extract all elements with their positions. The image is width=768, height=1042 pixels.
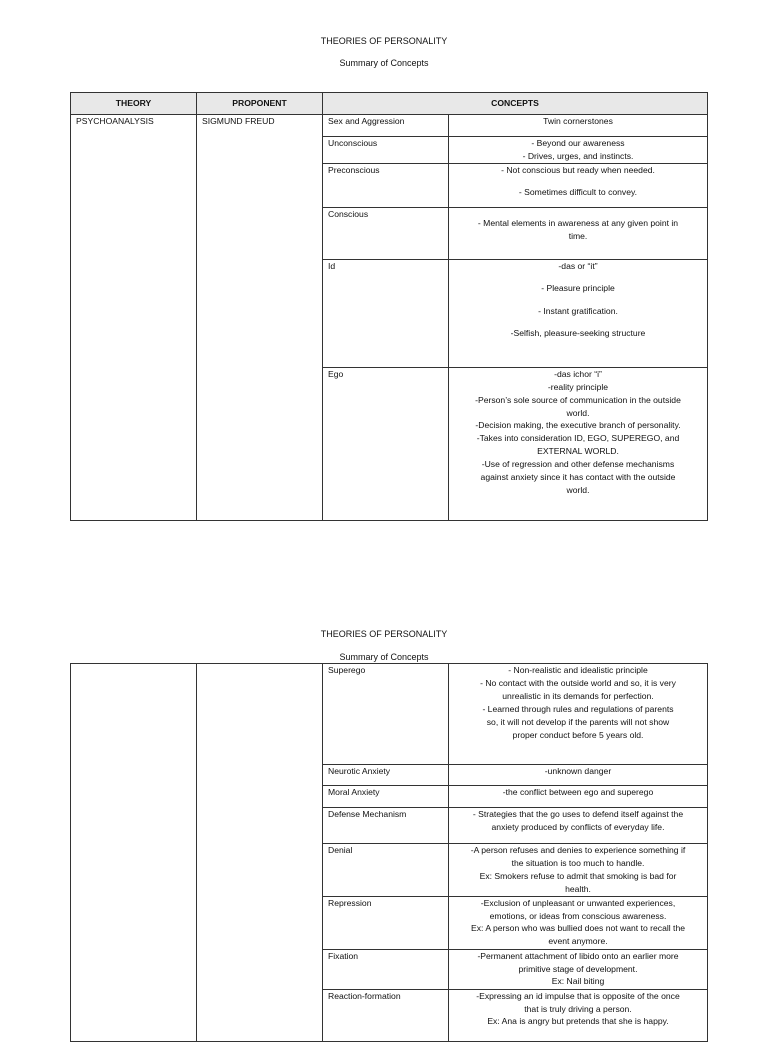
page-subtitle-2: Summary of Concepts [339,652,429,662]
concept-name: Repression [323,896,449,949]
description-line: - Non-realistic and idealistic principle [508,665,648,675]
concept-description [449,808,708,844]
concept-description [449,989,708,1041]
table-row [71,115,708,137]
description-line: Ex: Ana is angry but pretends that she is happy. [487,1016,669,1027]
theory-cell [71,664,197,1042]
concept-name: Denial [323,844,449,897]
description-line: so, it will not develop if the parents will not show [486,716,670,727]
description-line: -A person refuses and denies to experience something if [470,845,686,855]
description-line: world. [566,407,590,418]
concept-description [449,367,708,520]
concept-name: Neurotic Anxiety [323,765,449,786]
description-line: - Drives, urges, and instincts. [522,150,634,161]
concept-name: Id [323,259,449,367]
description-line: unrealistic in its demands for perfection. [502,690,654,701]
page-title-2: THEORIES OF PERSONALITY [320,629,448,639]
description-line [454,295,702,305]
description-line: event anymore. [548,936,608,947]
concept-name: Fixation [323,949,449,989]
description-line: - Beyond our awareness [531,138,625,148]
concept-description [449,786,708,808]
concept-description [449,765,708,786]
concept-name: Superego [323,664,449,765]
description-line: emotions, or ideas from conscious awareness. [489,910,667,921]
description-line: health. [565,883,591,894]
description-line: -Selfish, pleasure-seeking structure [510,328,646,339]
description-line: -das ichor “i” [554,368,602,379]
description-line: -the conflict between ego and superego [502,787,654,797]
description-line: Twin cornerstones [543,116,613,126]
concept-description [449,949,708,989]
description-line: - Instant gratification. [538,305,618,316]
concept-description [449,137,708,164]
concept-description [449,115,708,137]
description-line: -Exclusion of unpleasant or unwanted experiences, [480,897,676,908]
description-line: proper conduct before 5 years old. [512,729,644,740]
header-theory: THEORY [71,93,197,115]
proponent-cell: SIGMUND FREUD [197,115,323,521]
concept-name: Moral Anxiety [323,786,449,808]
description-line: -Expressing an id impulse that is opposite of the once [476,990,680,1001]
header-concepts: CONCEPTS [323,93,708,115]
description-line: - Sometimes difficult to convey. [518,187,638,198]
proponent-cell [197,664,323,1042]
concept-name: Preconscious [323,163,449,207]
description-line: that is truly driving a person. [524,1003,632,1014]
description-line: -reality principle [547,381,609,392]
description-line: - Learned through rules and regulations of parents [482,703,674,714]
description-line: Ex: Nail biting [551,976,605,987]
description-line: time. [568,231,588,242]
table-row [71,664,708,765]
description-line: - Pleasure principle [541,283,615,294]
description-line: -Permanent attachment of libido onto an earlier more [477,950,679,961]
description-line [454,208,702,218]
description-line: - No contact with the outside world and so, it is very [480,677,676,688]
description-line: -das or “it” [558,260,598,271]
table-header-row [71,93,708,115]
concept-description [449,207,708,259]
description-line: anxiety produced by conflicts of everyday life. [491,821,665,832]
concepts-table-2 [70,663,708,1042]
concept-description [449,896,708,949]
description-line: Ex: Smokers refuse to admit that smoking is bad for [479,870,677,881]
description-line: -Person’s sole source of communication in the outside [475,394,681,405]
concept-name: Ego [323,367,449,520]
description-line: -Use of regression and other defense mechanisms [481,459,675,470]
concept-description [449,163,708,207]
header-proponent: PROPONENT [197,93,323,115]
description-line: - Not conscious but ready when needed. [501,164,655,175]
concept-description [449,259,708,367]
concept-name: Sex and Aggression [323,115,449,137]
description-line: the situation is too much to handle. [511,857,645,868]
description-line: - Mental elements in awareness at any given point in [477,218,679,229]
description-line: against anxiety since it has contact with the outside [480,472,676,483]
page-subtitle: Summary of Concepts [339,58,429,68]
description-line: primitive stage of development. [518,963,638,974]
description-line: - Strategies that the go uses to defend itself against the [472,809,684,819]
theory-cell: PSYCHOANALYSIS [71,115,197,521]
page-title: THEORIES OF PERSONALITY [320,36,448,46]
description-line: world. [566,484,590,495]
description-line: Ex: A person who was bullied does not want to recall the [470,923,686,934]
concept-description [449,664,708,765]
concept-description [449,844,708,897]
concepts-table-1 [70,92,708,521]
concept-name: Reaction-formation [323,989,449,1041]
concept-name: Unconscious [323,137,449,164]
description-line: -unknown danger [544,766,612,776]
concept-name: Defense Mechanism [323,808,449,844]
description-line [454,177,702,187]
description-line: EXTERNAL WORLD. [537,446,619,457]
concept-name: Conscious [323,207,449,259]
description-line [454,273,702,283]
description-line: -Takes into consideration ID, EGO, SUPEREGO, and [476,433,680,444]
description-line [454,318,702,328]
description-line: -Decision making, the executive branch of personality. [475,420,681,431]
